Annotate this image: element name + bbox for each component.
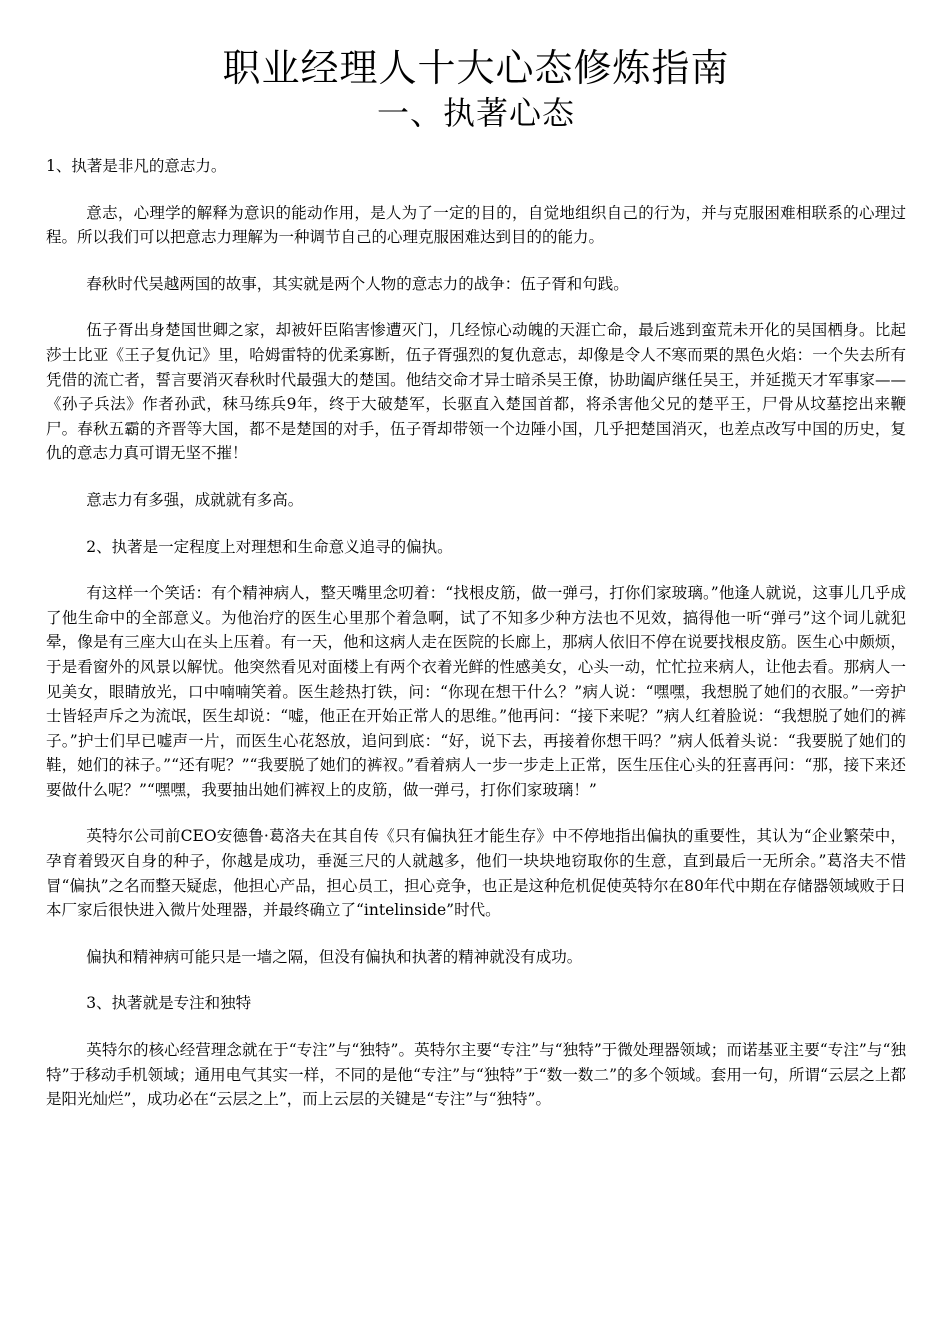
paragraph-joke: 有这样一个笑话：有个精神病人，整天嘴里念叨着：“找根皮筋，做一弹弓，打你们家玻璃。”他逢人就说，这事儿几乎成了他生命中的全部意义。为他治疗的医生心里那个着急啊，试了不知多少种方法也不见效，搞得他一听“弹弓”这个词儿就犯晕，像是有三座大山在头上压着。有一天，他和这病人走在医院的长廊上，那病人依旧不停在说要找根皮筋。医生心中颇烦，于是看窗外的风景以解忧。他突然看见对面楼上有两个衣着光鲜的性感美女，心头一动，忙忙拉来病人，让他去看。那病人一见美女，眼睛放光，口中喃喃笑着。医生趁热打铁，问：“你现在想干什么？”病人说：“嘿嘿，我想脱了她们的衣服。”一旁护士皆轻声斥之为流氓，医生却说：“嘘，他正在开始正常人的思维。”他再问：“接下来呢？”病人红着脸说：“我想脱了她们的裤子。”护士们早已嘘声一片，而医生心花怒放，追问到底：“好，说下去，再接着你想干吗？”病人低着头说：“我要脱了她们的鞋，她们的袜子。”“还有呢？”“我要脱了她们的裤衩。”看着病人一步一步走上正常，医生压住心头的狂喜再问：“那，接下来还要做什么呢？”“嘿嘿，我要抽出她们裤衩上的皮筋，做一弹弓，打你们家玻璃！” <box>46 584 906 799</box>
paragraph-intel-grove: 英特尔公司前CEO安德鲁·葛洛夫在其自传《只有偏执狂才能生存》中不停地指出偏执的重要性，其认为“企业繁荣中，孕育着毁灭自身的种子，你越是成功，垂涎三尺的人就越多，他们一块块地窃取你的生意，直到最后一无所余。”葛洛夫不惜冒“偏执”之名而整天疑虑，他担心产品，担心员工，担心竞争，也正是这种危机促使英特尔在80年代中期在存储器领域败于日本厂家后很快进入微片处理器，并最终确立了“intelinside”时代。 <box>46 827 906 920</box>
paragraph-paranoia-conclusion: 偏执和精神病可能只是一墙之隔，但没有偏执和执著的精神就没有成功。 <box>86 947 583 966</box>
point-heading-3: 3、执著就是专注和独特 <box>86 994 252 1013</box>
paragraph-focus-uniqueness: 英特尔的核心经营理念就在于“专注”与“独特”。英特尔主要“专注”与“独特”于微处理器领域；而诺基亚主要“专注”与“独特”于移动手机领域；通用电气其实一样，不同的是他“专注”与“独特”于“数一数二”的多个领域。套用一句，所谓“云层之上都是阳光灿烂”，成功必在“云层之上”，而上云层的关键是“专注”与“独特”。 <box>46 1041 906 1109</box>
point-heading-2: 2、执著是一定程度上对理想和生命意义追寻的偏执。 <box>86 537 453 556</box>
paragraph-willpower-conclusion: 意志力有多强，成就就有多高。 <box>86 490 304 509</box>
document-title: 职业经理人十大心态修炼指南 <box>222 46 730 90</box>
section-title: 一、执著心态 <box>376 94 575 132</box>
point-heading-1: 1、执著是非凡的意志力。 <box>46 157 227 175</box>
paragraph-wu-zixu: 伍子胥出身楚国世卿之家，却被奸臣陷害惨遭灭门，几经惊心动魄的天涯亡命，最后逃到蛮荒未开化的吴国栖身。比起莎士比亚《王子复仇记》里，哈姆雷特的优柔寡断，伍子胥强烈的复仇意志，却像是令人不寒而栗的黑色火焰：一个失去所有凭借的流亡者，誓言要消灭春秋时代最强大的楚国。他结交命才异士暗杀吴王僚，协助阖庐继任吴王，并延揽天才军事家——《孙子兵法》作者孙武，秣马练兵9年，终于大破楚军，长驱直入楚国首都，将杀害他父兄的楚平王，尸骨从坟墓挖出来鞭尸。春秋五霸的齐晋等大国，都不是楚国的对手，伍子胥却带领一个边陲小国，几乎把楚国消灭，也差点改写中国的历史，复仇的意志力真可谓无坚不摧！ <box>46 321 906 463</box>
paragraph-wu-yue-story: 春秋时代吴越两国的故事，其实就是两个人物的意志力的战争：伍子胥和句践。 <box>86 274 629 293</box>
document-page <box>46 44 906 1134</box>
paragraph-willpower-definition: 意志，心理学的解释为意识的能动作用，是人为了一定的目的，自觉地组织自己的行为，并与克服困难相联系的心理过程。所以我们可以把意志力理解为一种调节自己的心理克服困难达到目的的能力。 <box>46 203 906 247</box>
